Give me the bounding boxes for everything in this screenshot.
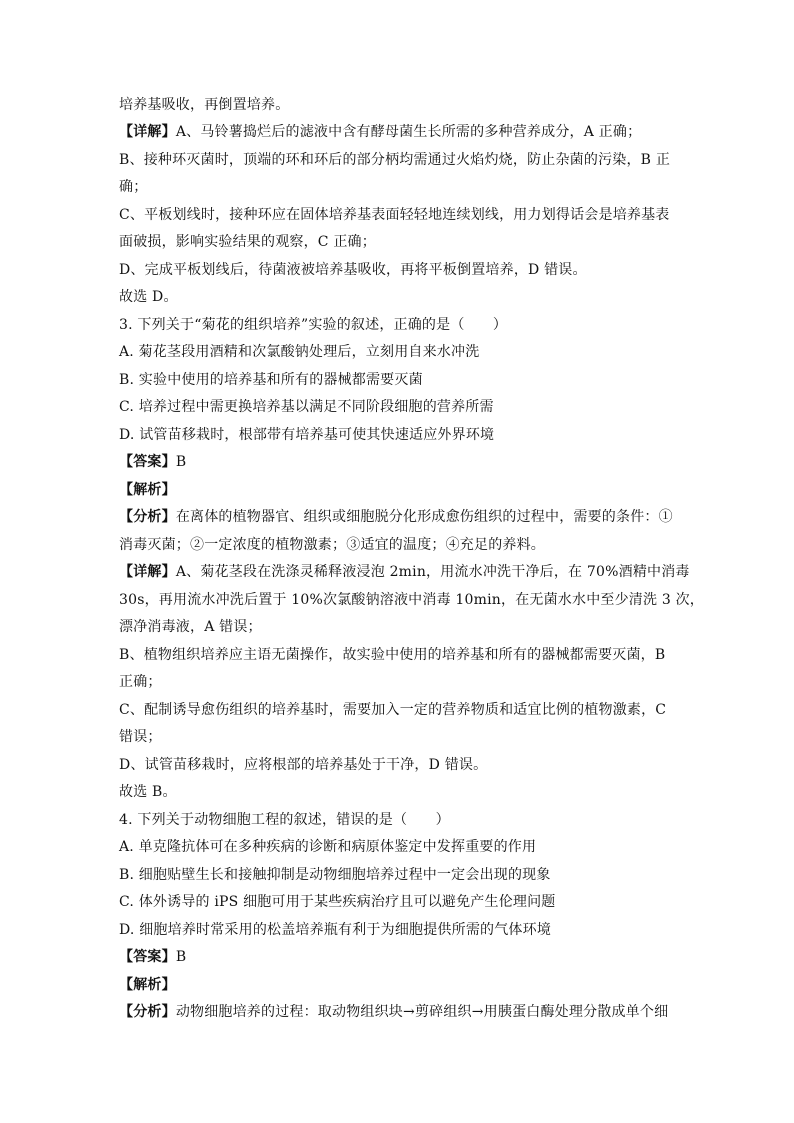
text-line: 【分析】在离体的植物器官、组织或细胞脱分化形成愈伤组织的过程中，需要的条件：①: [119, 509, 673, 525]
text-line: 故选 B。: [119, 784, 177, 800]
option-d: D. 细胞培养时常采用的松盖培养瓶有利于为细胞提供所需的气体环境: [119, 922, 552, 938]
option-a: A. 单克隆抗体可在多种疾病的诊断和病原体鉴定中发挥重要的作用: [119, 839, 537, 855]
text-line: 【分析】动物细胞培养的过程：取动物组织块→剪碎组织→用胰蛋白酶处理分散成单个细: [119, 1004, 669, 1020]
text-line: 正确；: [119, 674, 162, 690]
text-line: B、植物组织培养应主语无菌操作，故实验中使用的培养基和所有的器械都需要灭菌，B: [119, 647, 666, 663]
text-line: B、接种环灭菌时，顶端的环和环后的部分柄均需通过火焰灼烧，防止杂菌的污染，B 正: [119, 152, 671, 168]
text-line: 【详解】A、马铃薯捣烂后的滤液中含有酵母菌生长所需的多种营养成分，A 正确；: [119, 124, 642, 140]
option-a: A. 菊花茎段用酒精和次氯酸钠处理后，立刻用自来水冲洗: [119, 344, 480, 360]
section-tag: 【详解】: [119, 564, 176, 580]
section-tag: 【详解】: [119, 124, 176, 140]
text-line: C、配制诱导愈伤组织的培养基时，需要加入一定的营养物质和适宜比例的植物激素，C: [119, 702, 667, 718]
section-tag: 【分析】: [119, 1004, 176, 1020]
text-line: 【详解】A、菊花茎段在洗涤灵稀释液浸泡 2min，用流水冲洗干净后，在 70%酒精中消毒: [119, 564, 690, 580]
question-stem: 3. 下列关于“菊花的组织培养”实验的叙述，正确的是（ ）: [119, 317, 508, 333]
analysis-heading: [119, 975, 176, 995]
answer-line: 【答案】B: [119, 949, 187, 965]
option-b: B. 实验中使用的培养基和所有的器械都需要灭菌: [119, 372, 423, 388]
section-tag: 【解析】: [119, 977, 176, 993]
option-c: C. 培养过程中需更换培养基以满足不同阶段细胞的营养所需: [119, 399, 494, 415]
section-tag: 【答案】: [119, 454, 176, 470]
text-line: 漂净消毒液，A 错误；: [119, 619, 262, 635]
option-b: B. 细胞贴壁生长和接触抑制是动物细胞培养过程中一定会出现的现象: [119, 867, 551, 883]
text-line: D、试管苗移栽时，应将根部的培养基处于干净，D 错误。: [119, 757, 488, 773]
analysis-heading: [119, 480, 176, 500]
text-line: 确；: [119, 179, 148, 195]
text-line: D、完成平板划线后，待菌液被培养基吸收，再将平板倒置培养，D 错误。: [119, 262, 587, 278]
text-line: 故选 D。: [119, 289, 178, 305]
text-line: 面破损，影响实验结果的观察，C 正确；: [119, 234, 376, 250]
question-stem: 4. 下列关于动物细胞工程的叙述，错误的是（ ）: [119, 812, 450, 828]
section-tag: 【解析】: [119, 482, 176, 498]
option-d: D. 试管苗移栽时，根部带有培养基可使其快速适应外界环境: [119, 427, 495, 443]
text-line: 消毒灭菌；②一定浓度的植物激素；③适宜的温度；④充足的养料。: [119, 537, 545, 553]
text-line: 错误；: [119, 729, 162, 745]
text-line: C、平板划线时，接种环应在固体培养基表面轻轻地连续划线，用力划得话会是培养基表: [119, 207, 670, 223]
option-c: C. 体外诱导的 iPS 细胞可用于某些疾病治疗且可以避免产生伦理问题: [119, 894, 556, 910]
text-line: 30s，再用流水冲洗后置于 10%次氯酸钠溶液中消毒 10min，在无菌水水中至少清洗 3 次，: [119, 592, 705, 608]
section-tag: 【答案】: [119, 949, 176, 965]
answer-line: 【答案】B: [119, 454, 187, 470]
text-line: 培养基吸收，再倒置培养。: [119, 97, 290, 113]
section-tag: 【分析】: [119, 509, 176, 525]
